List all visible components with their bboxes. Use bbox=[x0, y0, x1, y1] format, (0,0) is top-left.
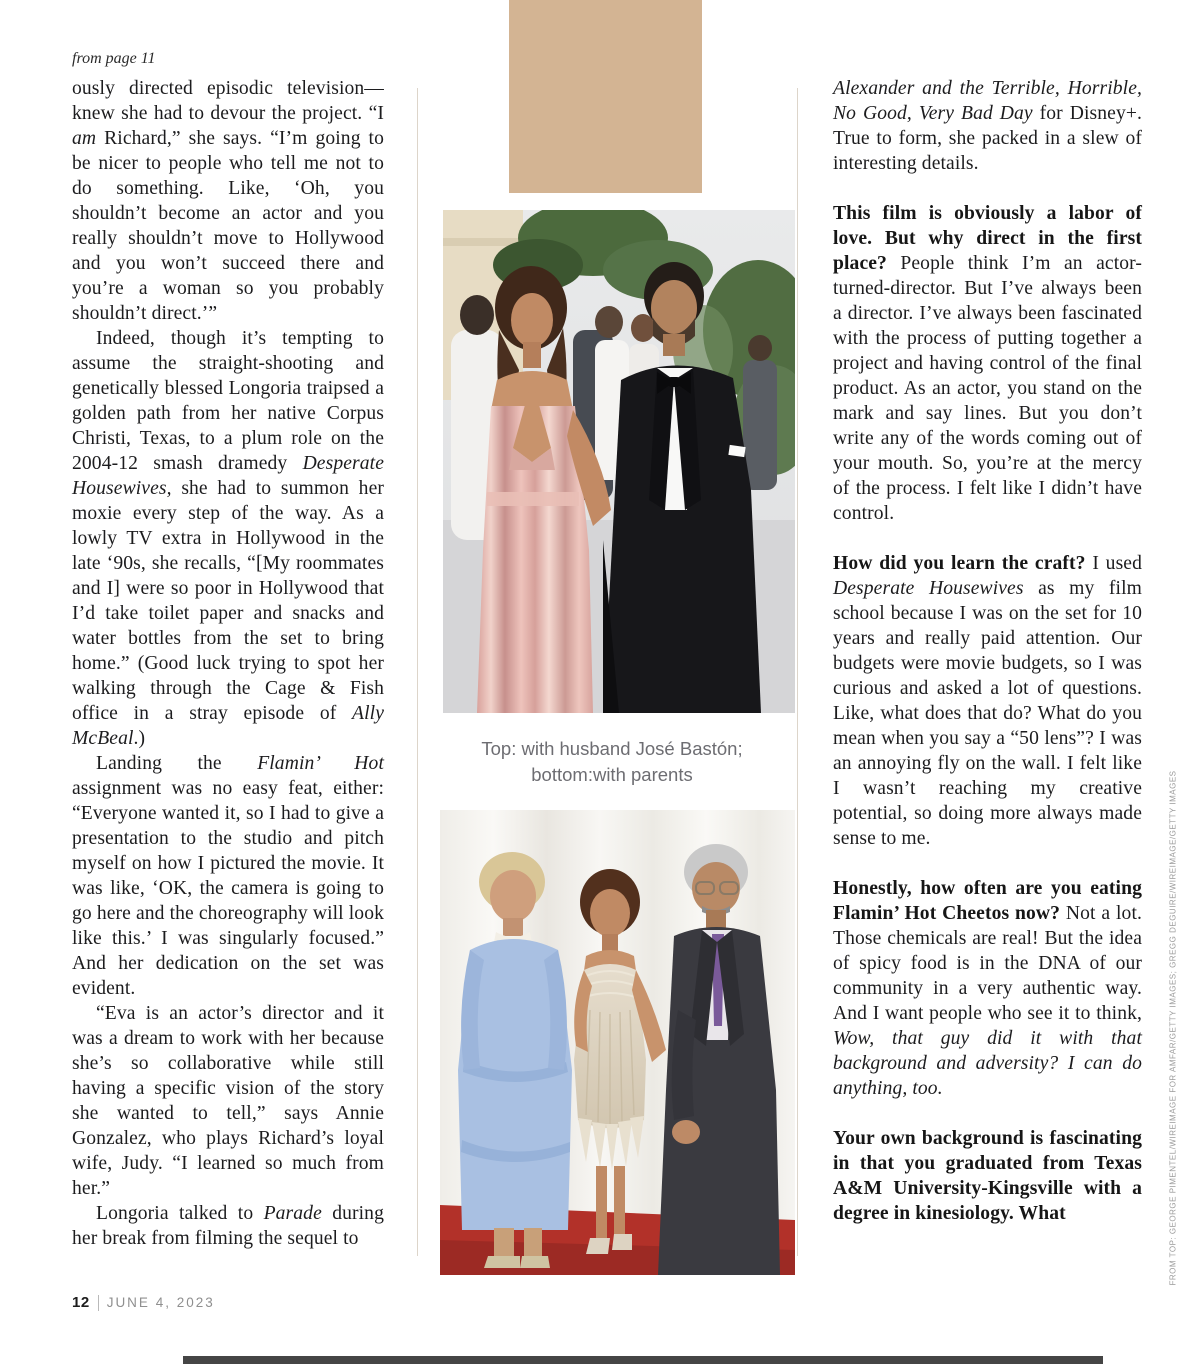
column-divider-right bbox=[797, 88, 798, 1256]
page-number: 12 bbox=[72, 1294, 90, 1311]
body-text: Richard,” she says. “I’m going to be nicer to people who tell me not to do something. Like, ‘Oh, you shouldn’t become an actor and you really shouldn’t move to Hollywood and you won’t succeed there and you’re a woman so you probably shouldn’t direct.’” bbox=[72, 128, 384, 324]
italic-text: Ally McBeal bbox=[72, 703, 384, 749]
issue-date: JUNE 4, 2023 bbox=[106, 1295, 215, 1310]
photo-caption bbox=[428, 736, 796, 788]
body-text: Indeed, though it’s tempting to assume the straight-shooting and genetically blessed Longoria traipsed a golden path from her native Corpus Christi, Texas, to a plum role on the 2004-12 smash dramedy bbox=[72, 328, 384, 474]
paragraph bbox=[72, 751, 384, 1001]
paragraph bbox=[72, 1001, 384, 1201]
paragraph bbox=[833, 201, 1142, 526]
article-column-left bbox=[72, 76, 384, 1251]
paragraph bbox=[833, 551, 1142, 851]
body-text: “Eva is an actor’s director and it was a dream to work with her because she’s so collaborative while still having a specific vision of the story she wanted to tell,” says Annie Gonzalez, who plays Richard’s loyal wife, Judy. “I learned so much from her.” bbox=[72, 1003, 384, 1199]
question-text: Honestly, how often are you eating Flamin’ Hot Cheetos now? bbox=[833, 878, 1142, 924]
body-text: People think I’m an actor-turned-director. But I’ve always been a director. I’ve always been fascinated with the process of putting together a project and having control of the final product. As an actor, you stand on the mark and say lines. But you don’t write any of the words coming out of your mouth. So, you’re at the mercy of the process. I felt like I didn’t have control. bbox=[833, 253, 1142, 524]
page-footer bbox=[72, 1294, 215, 1311]
italic-text: Alexander and the Terrible, Horrible, No Good, Very Bad Day bbox=[833, 78, 1142, 124]
photo-top-husband bbox=[443, 210, 795, 713]
photo-caption-line1: Top: with husband José Bastón; bbox=[481, 738, 743, 759]
body-text: I used bbox=[1092, 553, 1142, 574]
body-text: ously directed episodic television—knew she had to devour the project. “I bbox=[72, 78, 384, 124]
photo-bottom-image bbox=[440, 810, 795, 1275]
paragraph bbox=[833, 1126, 1142, 1226]
question-text: Your own background is fascinating in that you graduated from Texas A&M University-Kingsville with a degree in kinesiology. What bbox=[833, 1128, 1142, 1224]
paragraph bbox=[72, 1201, 384, 1251]
beige-color-block bbox=[509, 0, 702, 193]
article-column-right bbox=[833, 76, 1142, 1226]
italic-text: Desperate Housewives bbox=[833, 578, 1024, 599]
paragraph bbox=[72, 326, 384, 751]
italic-text: am bbox=[72, 128, 97, 149]
photo-credit: FROM TOP: GEORGE PIMENTEL/WIREIMAGE FOR AMFAR/GETTY IMAGES; GREGG DEGUIRE/WIREIMAGE/GETTY IMAGES bbox=[1168, 770, 1178, 1286]
next-page-edge-bar bbox=[183, 1356, 1103, 1364]
photo-caption-line2: bottom:with parents bbox=[531, 764, 693, 785]
column-divider-left bbox=[417, 88, 418, 1256]
photo-top-image bbox=[443, 210, 795, 713]
body-text: for Disney+. True to form, she packed in a slew of interesting details. bbox=[833, 103, 1142, 174]
italic-text: Wow, that guy did it with that background and adversity? I can do anything, too. bbox=[833, 1028, 1142, 1099]
italic-text: Desperate Housewives, bbox=[72, 453, 384, 499]
body-text: as my film school because I was on the set for 10 years and really paid attention. Our budgets were movie budgets, so I was curious and asked a lot of questions. Like, what does that do? What do you mean when you say a “50 lens”? I was an annoying fly on the wall. I felt like I wasn’t reaching my creative potential, so doing more always made sense to me. bbox=[833, 578, 1142, 849]
body-text: she had to summon her moxie every step of the way. As a lowly TV extra in Hollywood in the late ‘90s, she recalls, “[My roommates and I] were so poor in Hollywood that I’d take toilet paper and snacks and water bottles from the set to bring home.” (Good luck trying to spot her walking through the Cage & Fish office in a stray episode of bbox=[72, 478, 384, 724]
paragraph bbox=[833, 876, 1142, 1101]
paragraph bbox=[72, 76, 384, 326]
body-text: assignment was no easy feat, either: “Everyone wanted it, so I had to give a presentation to the studio and pitch myself on how I pictured the movie. It was like, ‘OK, the camera is going to go here and the choreography will look like this.’ I was singularly focused.” And her dedication on the set was evident. bbox=[72, 778, 384, 999]
paragraph bbox=[833, 76, 1142, 176]
question-text: This film is obviously a labor of love. But why direct in the first place? bbox=[833, 203, 1142, 274]
body-text: Longoria talked to bbox=[96, 1203, 264, 1224]
continued-from-note: from page 11 bbox=[72, 50, 156, 67]
footer-divider bbox=[98, 1295, 99, 1311]
body-text: Not a lot. Those chemicals are real! But the idea of spicy food is in the DNA of our community in a very authentic way. And I want people who see it to think, bbox=[833, 903, 1142, 1024]
question-text: How did you learn the craft? bbox=[833, 553, 1093, 574]
italic-text: Flamin’ Hot bbox=[257, 753, 385, 774]
body-text: .) bbox=[133, 728, 146, 749]
body-text: Landing the bbox=[96, 753, 258, 774]
photo-bottom-parents bbox=[440, 810, 795, 1275]
body-text: during her break from filming the sequel to bbox=[72, 1203, 384, 1249]
italic-text: Parade bbox=[263, 1203, 322, 1224]
